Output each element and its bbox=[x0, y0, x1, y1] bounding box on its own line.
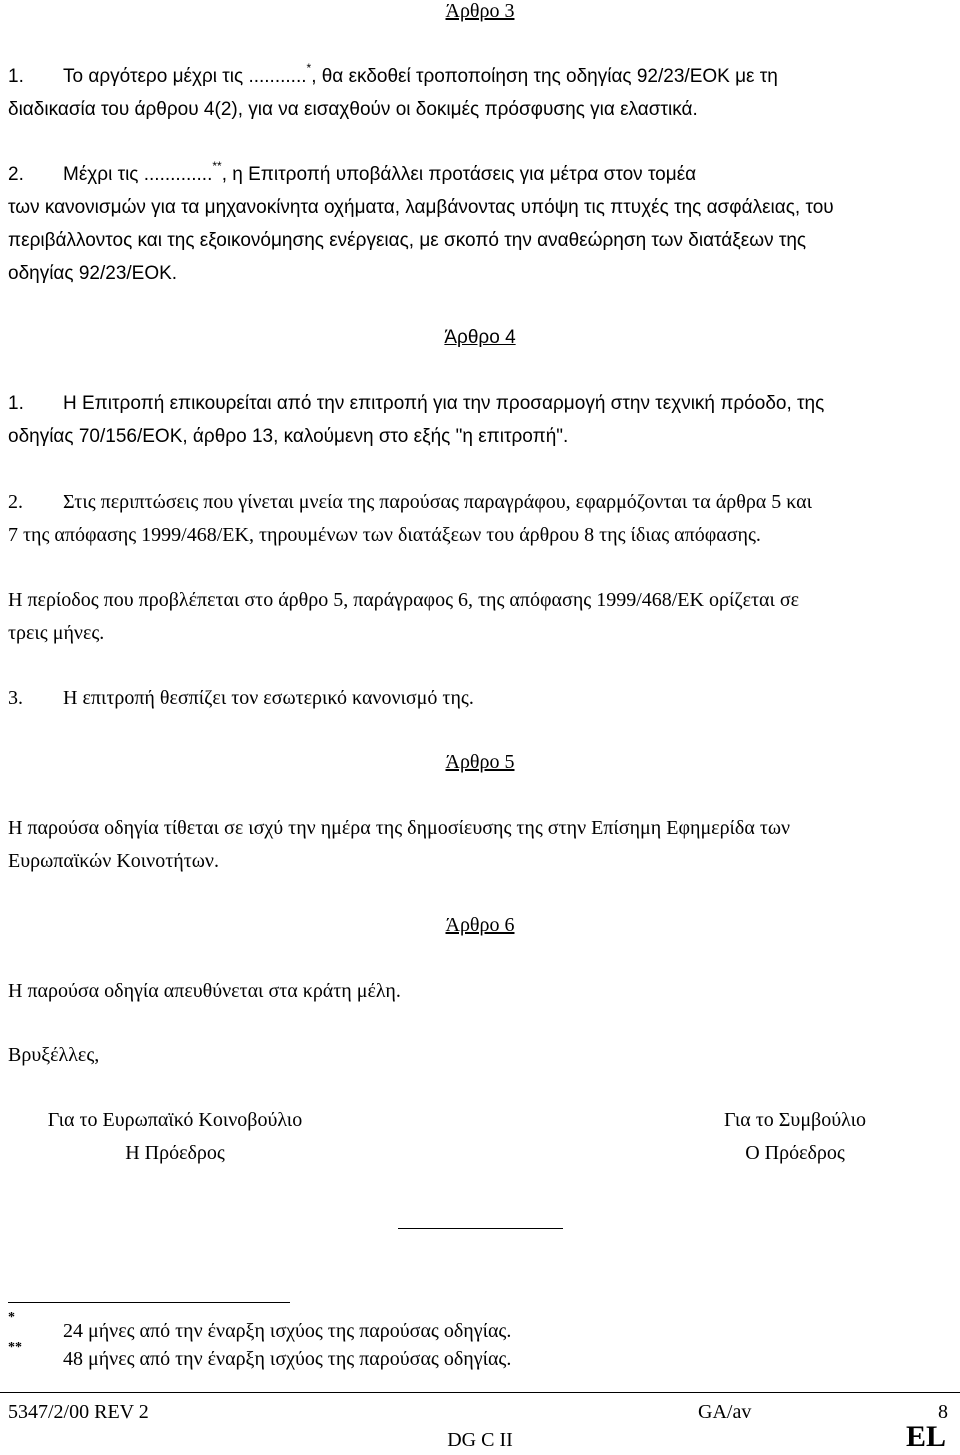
footer-dg: DG C II bbox=[447, 1429, 513, 1451]
article-4-heading: Άρθρο 4 bbox=[444, 327, 516, 348]
paragraph-line: Η περίοδος που προβλέπεται στο άρθρο 5, παράγραφος 6, της απόφασης 1999/468/ΕΚ ορίζεται σε bbox=[8, 589, 800, 611]
article-5-heading: Άρθρο 5 bbox=[445, 751, 515, 773]
paragraph-line: Η παρούσα οδηγία απευθύνεται στα κράτη μέλη. bbox=[8, 980, 401, 1002]
paragraph-line: διαδικασία του άρθρου 4(2), για να εισαχθούν οι δοκιμές πρόσφυσης για ελαστικά. bbox=[8, 99, 698, 120]
paragraph-line: Η Επιτροπή επικουρείται από την επιτροπή για την προσαρμογή στην τεχνική πρόοδο, της bbox=[63, 393, 825, 414]
paragraph-line: περιβάλλοντος και της εξοικονόμησης ενέργειας, με σκοπό την αναθεώρηση των διατάξεων της bbox=[8, 230, 807, 251]
signature-left-role: Η Πρόεδρος bbox=[125, 1142, 225, 1164]
paragraph-line: οδηγίας 92/23/ΕΟΚ. bbox=[8, 263, 178, 284]
center-separator-rule bbox=[398, 1228, 563, 1229]
paragraph-number: 2. bbox=[8, 491, 23, 513]
paragraph-line: οδηγίας 70/156/ΕΟΚ, άρθρο 13, καλούμενη στο εξής "η επιτροπή". bbox=[8, 426, 569, 447]
paragraph-number: 2. bbox=[8, 164, 24, 185]
signature-left-org: Για το Ευρωπαϊκό Κοινοβούλιο bbox=[47, 1109, 303, 1131]
footnote-mark: * bbox=[8, 1310, 15, 1325]
paragraph-line: 7 της απόφασης 1999/468/ΕΚ, τηρουμένων των διατάξεων του άρθρου 8 της ίδιας απόφασης. bbox=[8, 524, 761, 546]
footnote-ref-2: ** bbox=[212, 158, 222, 173]
paragraph-number: 1. bbox=[8, 66, 24, 87]
paragraph-number: 1. bbox=[8, 393, 24, 414]
text-fragment: , η Επιτροπή υποβάλλει προτάσεις για μέτρα στον τομέα bbox=[221, 164, 697, 185]
signature-right-org: Για το Συμβούλιο bbox=[724, 1109, 866, 1131]
footnote-text: 24 μήνες από την έναρξη ισχύος της παρούσας οδηγίας. bbox=[63, 1320, 512, 1342]
paragraph-line: τρεις μήνες. bbox=[8, 622, 105, 644]
paragraph-line: Στις περιπτώσεις που γίνεται μνεία της παρούσας παραγράφου, εφαρμόζονται τα άρθρα 5 και bbox=[63, 491, 813, 513]
paragraph-line bbox=[63, 60, 778, 88]
place-line: Βρυξέλλες, bbox=[8, 1044, 100, 1066]
paragraph-line: Η επιτροπή θεσπίζει τον εσωτερικό κανονισμό της. bbox=[63, 687, 474, 709]
paragraph-line: Ευρωπαϊκών Κοινοτήτων. bbox=[8, 850, 219, 872]
text-fragment: Το αργότερο μέχρι τις ........... bbox=[63, 66, 307, 87]
paragraph-number: 3. bbox=[8, 687, 23, 709]
footer-doc-ref: 5347/2/00 REV 2 bbox=[8, 1401, 149, 1423]
footer-rule bbox=[0, 1392, 960, 1393]
signature-right-role: Ο Πρόεδρος bbox=[745, 1142, 845, 1164]
paragraph-line: των κανονισμών για τα μηχανοκίνητα οχήματα, λαμβάνοντας υπόψη τις πτυχές της ασφάλειας, του bbox=[8, 197, 834, 218]
footer-initials: GA/av bbox=[698, 1401, 752, 1423]
footer-language-code: EL bbox=[906, 1420, 947, 1453]
paragraph-line bbox=[63, 158, 697, 186]
footnote-text: 48 μήνες από την έναρξη ισχύος της παρούσας οδηγίας. bbox=[63, 1348, 512, 1370]
text-fragment: Μέχρι τις ............. bbox=[63, 164, 213, 185]
article-6-heading: Άρθρο 6 bbox=[445, 914, 515, 936]
footer-page-number: 8 bbox=[938, 1401, 948, 1423]
article-3-heading: Άρθρο 3 bbox=[445, 0, 515, 22]
footnote-mark: ** bbox=[8, 1340, 22, 1355]
footnote-ref-1: * bbox=[306, 60, 312, 75]
footnote-separator-rule bbox=[8, 1302, 290, 1303]
text-fragment: , θα εκδοθεί τροποποίηση της οδηγίας 92/23/ΕΟΚ με τη bbox=[311, 66, 778, 87]
paragraph-line: Η παρούσα οδηγία τίθεται σε ισχύ την ημέρα της δημοσίευσης της στην Επίσημη Εφημερίδα των bbox=[8, 817, 791, 839]
